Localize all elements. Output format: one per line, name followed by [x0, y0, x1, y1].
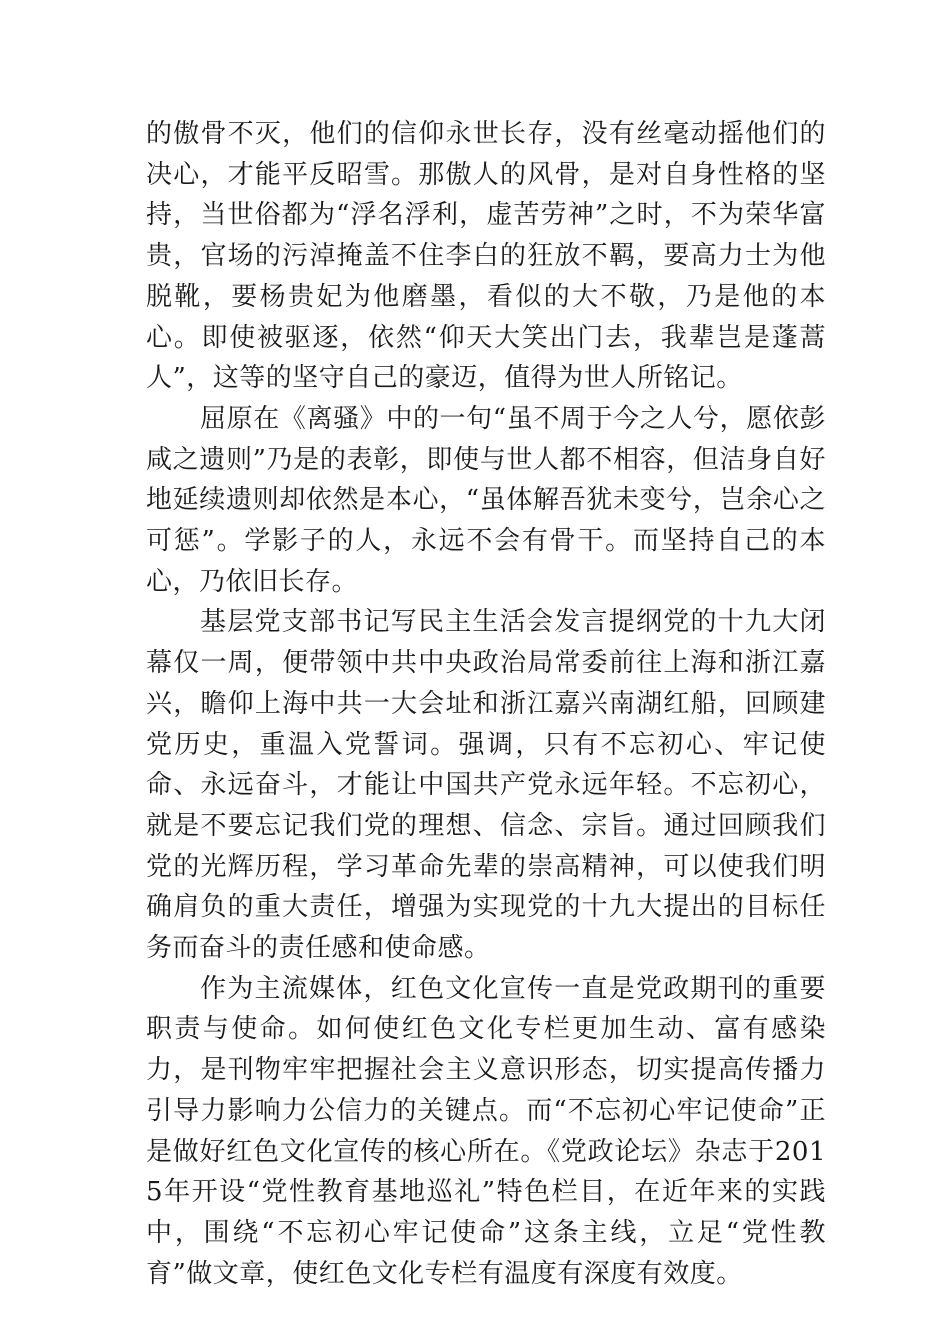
paragraph-4: 作为主流媒体，红色文化宣传一直是党政期刊的重要职责与使命。如何使红色文化专栏更加生动、富有感染力，是刊物牢牢把握社会主义意识形态，切实提高传播力引导力影响力公信力的关键点。而“不忘初心牢记使命”正是做好红色文化宣传的核心所在。《党政论坛》杂志于2015年开设“党性教育基地巡礼”特色栏目，在近年来的实践中，围绕“不忘初心牢记使命”这条主线，立足“党性教育”做文章，使红色文化专栏有温度有深度有效度。: [146, 973, 826, 1289]
document-page: [146, 114, 826, 1294]
paragraph-3: 基层党支部书记写民主生活会发言提纲党的十九大闭幕仅一周，便带领中共中央政治局常委前往上海和浙江嘉兴，瞻仰上海中共一大会址和浙江嘉兴南湖红船，回顾建党历史，重温入党誓词。强调，只有不忘初心、牢记使命、永远奋斗，才能让中国共产党永远年轻。不忘初心，就是不要忘记我们党的理想、信念、宗旨。通过回顾我们党的光辉历程，学习革命先辈的崇高精神，可以使我们明确肩负的重大责任，增强为实现党的十九大提出的目标任务而奋斗的责任感和使命感。: [146, 607, 826, 964]
paragraph-2: 屈原在《离骚》中的一句“虽不周于今之人兮，愿依彭咸之遗则”乃是的表彰，即使与世人都不相容，但洁身自好地延续遗则却依然是本心，“虽体解吾犹未变兮，岂余心之可惩”。学影子的人，永远不会有骨干。而坚持自己的本心，乃依旧长存。: [146, 403, 826, 597]
paragraph-1: 的傲骨不灭，他们的信仰永世长存，没有丝毫动摇他们的决心，才能平反昭雪。那傲人的风骨，是对自身性格的坚持，当世俗都为“浮名浮利，虚苦劳神”之时，不为荣华富贵，官场的污淖掩盖不住李白的狂放不羁，要高力士为他脱靴，要杨贵妃为他磨墨，看似的大不敬，乃是他的本心。即使被驱逐，依然“仰天大笑出门去，我辈岂是蓬蒿人”，这等的坚守自己的豪迈，值得为世人所铭记。: [146, 119, 826, 394]
